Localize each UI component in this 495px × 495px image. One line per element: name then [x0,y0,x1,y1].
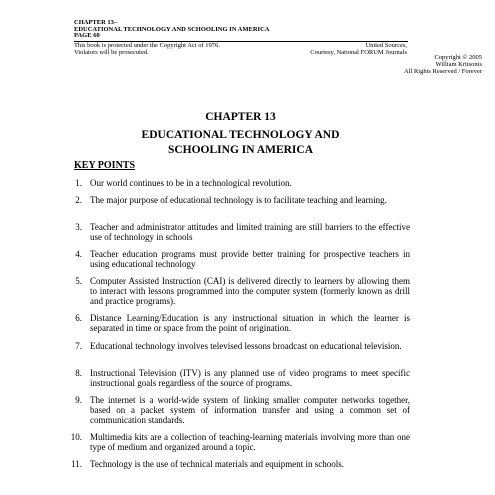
copyright-year: Copyright © 2005 [434,54,482,61]
rights-block [404,55,482,75]
key-point-number: 3. [75,222,82,232]
key-point-6 [60,313,410,333]
key-point-number: 8. [75,368,82,378]
key-point-number: 5. [75,276,82,286]
key-point-8 [60,368,410,388]
key-point-text: The major purpose of educational technology is to facilitate teaching and learning. [90,195,387,205]
key-points-heading: KEY POINTS [74,160,136,171]
key-point-text: Computer Assisted Instruction (CAI) is delivered directly to learners by allowing them to interact with lessons programmed into the computer system (formerly known as drill and practice programs). [90,276,410,306]
copyright-notice [74,43,220,56]
key-point-text: Teacher education programs must provide better training for prospective teachers in using educational technology [90,249,410,269]
source-credit [230,43,407,56]
key-point-11 [60,459,410,469]
chapter-title [0,128,481,157]
key-point-number: 2. [75,195,82,205]
key-point-4 [60,249,410,269]
key-point-number: 4. [75,249,82,259]
chapter-title-line2: SCHOOLING IN AMERICA [167,143,314,156]
key-point-10 [60,432,410,452]
key-point-2 [60,195,410,205]
key-point-7 [60,341,410,351]
header-title: EDUCATIONAL TECHNOLOGY AND SCHOOLING IN AMERICA [74,25,270,33]
copyright-notice-line2: Violators will be prosecuted. [74,48,149,56]
key-point-number: 6. [75,313,82,323]
key-point-number: 9. [75,395,82,405]
header-chapter: CHAPTER 13– [74,19,118,26]
header-page: PAGE 60 [74,32,100,40]
all-rights-reserved: All Rights Reserved / Forever [404,67,482,75]
chapter-title-line1: EDUCATIONAL TECHNOLOGY AND [141,129,340,141]
key-point-text: Technology is the use of technical materials and equipment in schools. [90,459,345,469]
key-point-text: Educational technology involves televised lessons broadcast on educational television. [90,341,402,351]
key-point-1 [60,178,410,188]
key-point-text: Our world continues to be in a technological revolution. [90,178,292,188]
chapter-heading: CHAPTER 13 [205,111,276,123]
key-point-text: The internet is a world-wide system of linking smaller computer networks together, based on a packet system of information transfer and using a common set of communication standards. [90,395,410,425]
source-credit-line2: Courtesy, National FORUM Journals [310,48,407,56]
key-point-3 [60,222,410,242]
key-point-text: Distance Learning/Education is any instructional situation in which the learner is separated in time or space from the point of origination. [90,313,410,333]
key-point-text: Instructional Television (ITV) is any planned use of video programs to meet specific instructional goals regardless of the source of programs. [90,368,410,388]
key-point-text: Multimedia kits are a collection of teaching-learning materials involving more than one type of medium and organized around a topic. [90,432,410,452]
key-point-number: 1. [75,178,82,188]
key-point-number: 7. [75,341,82,351]
key-point-5 [60,276,410,306]
key-point-number: 11. [71,459,82,469]
author-name: William Kritsonis [435,60,482,68]
running-header [74,20,404,40]
key-point-number: 10. [70,432,82,442]
copyright-notice-line1: This book is protected under the Copyright Act of 1976. [74,42,220,49]
key-point-9 [60,395,410,425]
source-credit-line1: United Sources, [365,42,407,49]
key-point-text: Teacher and administrator attitudes and limited training are still barriers to the effective use of technology in schools [90,222,410,242]
